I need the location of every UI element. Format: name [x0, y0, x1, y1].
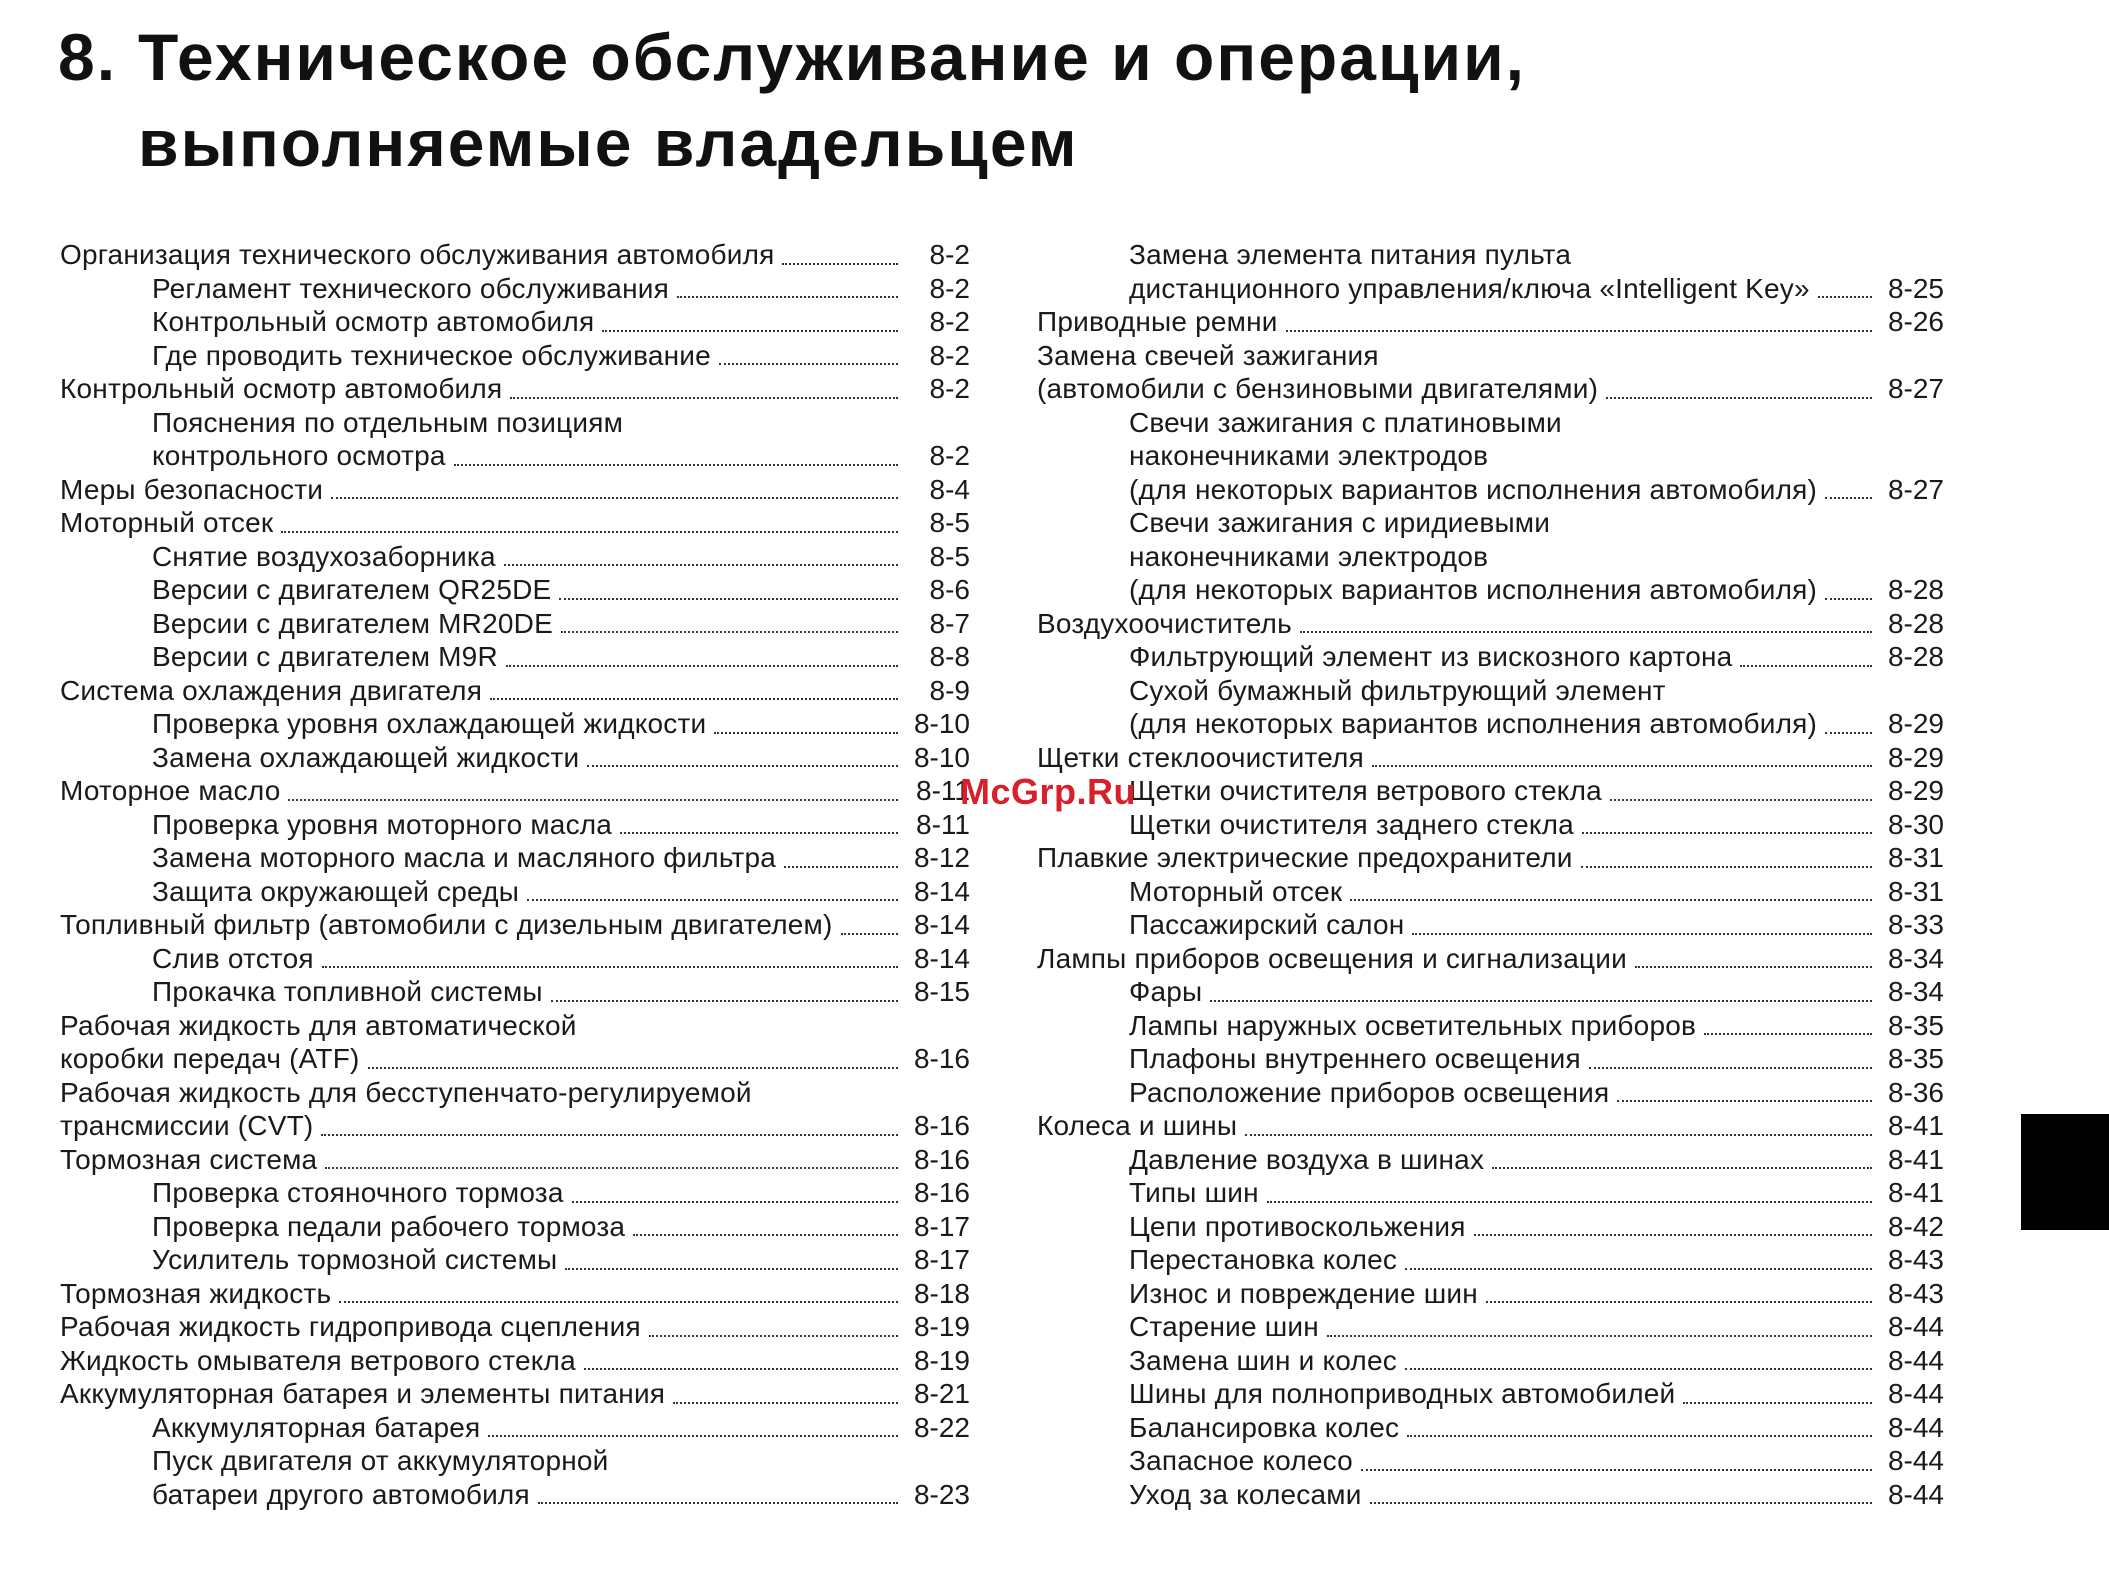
toc-entry-title: (автомобили с бензиновыми двигателями): [1037, 373, 1599, 404]
toc-leader-dots: [1581, 866, 1872, 868]
toc-entry[interactable]: [60, 272, 970, 306]
toc-entry[interactable]: [1037, 272, 1944, 306]
toc-entry-title: Балансировка колес: [1129, 1411, 1400, 1443]
toc-entry-title: Колеса и шины: [1037, 1110, 1238, 1141]
toc-entry-page: 8-28: [1887, 641, 1944, 672]
toc-entry-page: 8-23: [913, 1478, 970, 1510]
toc-entry[interactable]: [1037, 741, 1944, 775]
toc-entry-title: Версии с двигателем M9R: [152, 641, 498, 672]
toc-leader-dots: [331, 497, 898, 499]
toc-entry-page: 8-11: [916, 775, 970, 806]
toc-entry[interactable]: [1037, 406, 1944, 440]
toc-entry-title: Меры безопасности: [60, 473, 324, 505]
toc-entry[interactable]: [60, 1310, 970, 1344]
toc-leader-dots: [1825, 732, 1872, 734]
toc-leader-dots: [1610, 799, 1872, 801]
toc-entry-title: Регламент технического обслуживания: [152, 272, 669, 304]
toc-entry-title: Моторный отсек: [1129, 875, 1343, 907]
toc-entry-page: 8-29: [1887, 741, 1944, 773]
toc-leader-dots: [1486, 1301, 1872, 1303]
toc-leader-dots: [551, 1000, 898, 1002]
toc-leader-dots: [454, 464, 898, 466]
toc-entry-title: Приводные ремни: [1037, 306, 1278, 337]
toc-leader-dots: [488, 1435, 898, 1437]
toc-entry[interactable]: [1037, 1076, 1944, 1110]
toc-entry-title: Расположение приборов освещения: [1129, 1076, 1610, 1108]
toc-entry-page: 8-31: [1887, 842, 1944, 873]
toc-entry-title: Плафоны внутреннего освещения: [1129, 1043, 1581, 1074]
chapter-title-line-1: Техническое обслуживание и операции,: [138, 20, 1527, 94]
toc-entry-page: 8-18: [913, 1277, 970, 1309]
toc-entry-page: 8-7: [929, 607, 970, 639]
section-tab-marker: [2021, 1114, 2109, 1230]
toc-entry-page: 8-35: [1887, 1009, 1944, 1041]
toc-entry[interactable]: [1037, 975, 1944, 1009]
toc-entry-title: Воздухоочиститель: [1037, 607, 1292, 639]
toc-entry[interactable]: [60, 875, 970, 909]
toc-entry-title: Контрольный осмотр автомобиля: [152, 306, 595, 337]
toc-entry[interactable]: [1037, 1176, 1944, 1210]
toc-entry-title: Рабочая жидкость для бесступенчато-регулируемой: [60, 1076, 752, 1108]
toc-entry-page: 8-10: [913, 741, 970, 773]
toc-entry-title: Контрольный осмотр автомобиля: [60, 373, 503, 404]
toc-entry-page: 8-44: [1887, 1311, 1944, 1342]
toc-entry-title: Защита окружающей среды: [152, 875, 520, 907]
toc-entry-page: 8-22: [913, 1411, 970, 1443]
toc-entry-page: 8-21: [913, 1378, 970, 1409]
chapter-number: 8.: [58, 20, 118, 94]
toc-entry-title: Версии с двигателем MR20DE: [152, 607, 553, 639]
toc-leader-dots: [490, 698, 898, 700]
toc-leader-dots: [572, 1201, 898, 1203]
toc-leader-dots: [1210, 1000, 1872, 1002]
toc-entry[interactable]: [1037, 942, 1944, 976]
toc-entry-page: 8-27: [1887, 373, 1944, 404]
toc-entry-page: 8-5: [929, 540, 970, 572]
toc-leader-dots: [584, 1368, 898, 1370]
toc-leader-dots: [841, 933, 898, 935]
toc-entry-page: 8-33: [1887, 909, 1944, 940]
toc-leader-dots: [719, 363, 898, 365]
toc-leader-dots: [561, 631, 898, 633]
toc-leader-dots: [1825, 497, 1872, 499]
toc-entry[interactable]: [60, 1243, 970, 1277]
toc-entry-title: Запасное колесо: [1129, 1445, 1353, 1476]
toc-entry-page: 8-10: [913, 708, 970, 739]
toc-entry[interactable]: [60, 942, 970, 976]
toc-entry-page: 8-4: [929, 473, 970, 505]
toc-entry-page: 8-9: [929, 674, 970, 706]
toc-entry[interactable]: [60, 540, 970, 574]
toc-entry-page: 8-2: [929, 239, 970, 270]
toc-entry[interactable]: [60, 1210, 970, 1244]
toc-leader-dots: [782, 263, 898, 265]
toc-entry[interactable]: [1037, 1344, 1944, 1378]
toc-entry-title: наконечниками электродов: [1129, 540, 1489, 572]
toc-leader-dots: [587, 765, 898, 767]
toc-entry[interactable]: [1037, 1042, 1944, 1076]
toc-entry[interactable]: [1037, 707, 1944, 741]
toc-entry[interactable]: [60, 305, 970, 339]
toc-entry[interactable]: [60, 1377, 970, 1411]
toc-entry-page: 8-16: [913, 1043, 970, 1074]
toc-entry-title: Старение шин: [1129, 1311, 1319, 1342]
toc-entry-title: Проверка стояночного тормоза: [152, 1177, 564, 1208]
toc-entry-title: Рабочая жидкость для автоматической: [60, 1009, 577, 1041]
toc-entry-page: 8-26: [1887, 306, 1944, 337]
toc-leader-dots: [1407, 1435, 1872, 1437]
toc-entry-title: Щетки очистителя заднего стекла: [1129, 808, 1574, 840]
toc-entry-title: Замена шин и колес: [1129, 1344, 1397, 1376]
toc-entry-page: 8-16: [913, 1110, 970, 1141]
toc-entry-page: 8-6: [929, 574, 970, 605]
toc-entry-page: 8-17: [913, 1210, 970, 1242]
toc-entry-page: 8-34: [1887, 942, 1944, 974]
toc-leader-dots: [1300, 631, 1872, 633]
toc-leader-dots: [677, 296, 898, 298]
toc-entry[interactable]: [60, 1478, 970, 1512]
toc-entry-page: 8-19: [913, 1311, 970, 1342]
toc-entry[interactable]: [60, 707, 970, 741]
toc-entry[interactable]: [60, 439, 970, 473]
watermark-text: McGrp.Ru: [960, 771, 1137, 812]
toc-entry-title: Лампы наружных осветительных приборов: [1129, 1009, 1697, 1041]
toc-entry[interactable]: [1037, 1210, 1944, 1244]
toc-entry[interactable]: [60, 607, 970, 641]
toc-entry-title: Система охлаждения двигателя: [60, 674, 483, 706]
toc-entry-title: Пассажирский салон: [1129, 909, 1405, 940]
toc-entry[interactable]: [60, 1109, 970, 1143]
toc-entry[interactable]: [60, 1076, 970, 1110]
toc-entry-page: 8-16: [913, 1143, 970, 1175]
toc-entry-title: Слив отстоя: [152, 942, 314, 974]
toc-entry-page: 8-34: [1887, 976, 1944, 1007]
toc-entry[interactable]: [60, 1009, 970, 1043]
toc-entry[interactable]: [60, 1444, 970, 1478]
toc-leader-dots: [1474, 1234, 1872, 1236]
toc-leader-dots: [538, 1502, 898, 1504]
toc-entry-page: 8-44: [1887, 1478, 1944, 1510]
toc-entry-title: Фильтрующий элемент из вискозного картона: [1129, 641, 1733, 672]
toc-leader-dots: [1350, 899, 1872, 901]
toc-entry[interactable]: [1037, 841, 1944, 875]
toc-entry-title: Организация технического обслуживания автомобиля: [60, 239, 775, 270]
toc-entry-page: 8-41: [1887, 1177, 1944, 1208]
toc-entry-title: Проверка уровня охлаждающей жидкости: [152, 708, 707, 739]
toc-entry[interactable]: [60, 238, 970, 272]
toc-entry[interactable]: [1037, 1277, 1944, 1311]
toc-entry-page: 8-44: [1887, 1445, 1944, 1476]
toc-entry-page: 8-42: [1887, 1210, 1944, 1242]
toc-entry[interactable]: [60, 841, 970, 875]
toc-leader-dots: [1370, 1502, 1872, 1504]
toc-leader-dots: [1606, 397, 1872, 399]
toc-entry-page: 8-25: [1887, 272, 1944, 304]
toc-entry-title: Снятие воздухозаборника: [152, 540, 496, 572]
toc-entry[interactable]: [1037, 1143, 1944, 1177]
toc-entry[interactable]: [1037, 1478, 1944, 1512]
toc-entry-page: 8-43: [1887, 1277, 1944, 1309]
toc-entry[interactable]: [1037, 1411, 1944, 1445]
toc-entry-title: Перестановка колес: [1129, 1244, 1398, 1275]
toc-entry-title: Моторный отсек: [60, 507, 274, 538]
toc-leader-dots: [1825, 598, 1872, 600]
toc-entry-title: Тормозная жидкость: [60, 1277, 332, 1309]
toc-entry[interactable]: [60, 1176, 970, 1210]
toc-leader-dots: [673, 1402, 898, 1404]
toc-entry-title: Где проводить техническое обслуживание: [152, 339, 711, 371]
toc-entry[interactable]: [60, 1277, 970, 1311]
toc-entry-page: 8-44: [1887, 1411, 1944, 1443]
toc-entry-title: Замена охлаждающей жидкости: [152, 741, 580, 773]
toc-entry[interactable]: [60, 975, 970, 1009]
toc-entry[interactable]: [60, 674, 970, 708]
toc-entry[interactable]: [1037, 674, 1944, 708]
toc-entry-page: 8-19: [913, 1344, 970, 1376]
toc-entry-title: Проверка уровня моторного масла: [152, 808, 613, 840]
toc-entry[interactable]: [60, 506, 970, 540]
toc-entry[interactable]: [1037, 607, 1944, 641]
toc-entry-page: 8-41: [1887, 1110, 1944, 1141]
toc-entry-title: (для некоторых вариантов исполнения автомобиля): [1129, 708, 1817, 739]
toc-leader-dots: [1405, 1368, 1872, 1370]
toc-leader-dots: [288, 799, 898, 801]
toc-entry[interactable]: [1037, 1243, 1944, 1277]
toc-entry-title: Фары: [1129, 976, 1203, 1007]
toc-entry-page: 8-27: [1887, 473, 1944, 505]
toc-leader-dots: [1683, 1402, 1872, 1404]
toc-leader-dots: [325, 1167, 898, 1169]
toc-entry-page: 8-30: [1887, 808, 1944, 840]
toc-entry-title: батареи другого автомобиля: [152, 1478, 530, 1510]
toc-entry[interactable]: [60, 339, 970, 373]
toc-leader-dots: [620, 832, 898, 834]
toc-leader-dots: [321, 1134, 898, 1136]
toc-entry-title: наконечниками электродов: [1129, 440, 1489, 471]
toc-entry-title: Тормозная система: [60, 1143, 318, 1175]
toc-entry[interactable]: [1037, 339, 1944, 373]
toc-entry-page: 8-16: [913, 1177, 970, 1208]
toc-entry-title: Пуск двигателя от аккумуляторной: [152, 1445, 609, 1476]
toc-entry-title: дистанционного управления/ключа «Intelligent Key»: [1129, 272, 1810, 304]
toc-entry-page: 8-36: [1887, 1076, 1944, 1108]
toc-entry-title: Версии с двигателем QR25DE: [152, 574, 552, 605]
toc-leader-dots: [1405, 1268, 1872, 1270]
toc-entry-page: 8-5: [929, 507, 970, 538]
toc-leader-dots: [784, 866, 898, 868]
toc-entry[interactable]: [1037, 1109, 1944, 1143]
toc-entry[interactable]: [1037, 473, 1944, 507]
toc-entry-title: Сухой бумажный фильтрующий элемент: [1129, 674, 1666, 706]
toc-entry-title: Аккумуляторная батарея и элементы питания: [60, 1378, 666, 1409]
toc-entry[interactable]: [60, 1042, 970, 1076]
toc-entry[interactable]: [1037, 875, 1944, 909]
toc-entry-page: 8-14: [913, 909, 970, 940]
toc-entry[interactable]: [1037, 439, 1944, 473]
toc-leader-dots: [1327, 1335, 1872, 1337]
toc-leader-dots: [602, 330, 898, 332]
toc-entry-page: 8-2: [929, 339, 970, 371]
toc-entry-title: Свечи зажигания с платиновыми: [1129, 406, 1562, 438]
toc-entry[interactable]: [1037, 305, 1944, 339]
toc-entry[interactable]: [1037, 238, 1944, 272]
toc-leader-dots: [527, 899, 898, 901]
toc-entry-page: 8-35: [1887, 1043, 1944, 1074]
toc-entry-title: Усилитель тормозной системы: [152, 1244, 558, 1275]
chapter-heading: [58, 14, 1618, 186]
toc-entry-title: (для некоторых вариантов исполнения автомобиля): [1129, 473, 1817, 505]
chapter-title-line-2: выполняемые владельцем: [138, 106, 1079, 180]
toc-entry[interactable]: [60, 808, 970, 842]
toc-entry-page: 8-43: [1887, 1244, 1944, 1275]
toc-entry[interactable]: [60, 908, 970, 942]
toc-entry-page: 8-28: [1887, 574, 1944, 605]
toc-leader-dots: [368, 1067, 898, 1069]
toc-leader-dots: [559, 598, 898, 600]
toc-leader-dots: [1704, 1033, 1872, 1035]
toc-entry-page: 8-15: [913, 976, 970, 1007]
toc-leader-dots: [1245, 1134, 1872, 1136]
toc-entry-title: трансмиссии (CVT): [60, 1110, 314, 1141]
toc-entry-title: Проверка педали рабочего тормоза: [152, 1210, 626, 1242]
toc-entry-title: Шины для полноприводных автомобилей: [1129, 1378, 1676, 1409]
toc-leader-dots: [1589, 1067, 1872, 1069]
toc-leader-dots: [565, 1268, 898, 1270]
toc-entry[interactable]: [60, 640, 970, 674]
toc-leader-dots: [510, 397, 898, 399]
toc-entry[interactable]: [1037, 808, 1944, 842]
toc-entry[interactable]: [1037, 540, 1944, 574]
toc-leader-dots: [1818, 296, 1872, 298]
toc-entry-page: 8-17: [913, 1244, 970, 1275]
toc-leader-dots: [322, 966, 898, 968]
toc-entry-title: Типы шин: [1129, 1177, 1259, 1208]
toc-entry-page: 8-44: [1887, 1378, 1944, 1409]
toc-entry[interactable]: [60, 473, 970, 507]
toc-leader-dots: [339, 1301, 898, 1303]
toc-entry-page: 8-12: [913, 842, 970, 873]
toc-entry[interactable]: [60, 1411, 970, 1445]
toc-entry[interactable]: [1037, 372, 1944, 406]
toc-entry[interactable]: [60, 372, 970, 406]
toc-leader-dots: [1740, 665, 1872, 667]
toc-entry-page: 8-44: [1887, 1344, 1944, 1376]
toc-entry-page: 8-8: [929, 641, 970, 672]
toc-entry-title: Износ и повреждение шин: [1129, 1277, 1478, 1309]
toc-leader-dots: [649, 1335, 898, 1337]
toc-entry[interactable]: [60, 1143, 970, 1177]
toc-leader-dots: [1635, 966, 1872, 968]
toc-entry-title: Замена свечей зажигания: [1037, 339, 1379, 371]
toc-right-column: [1037, 238, 1944, 1511]
toc-entry-title: Топливный фильтр (автомобили с дизельным двигателем): [60, 909, 833, 940]
toc-entry-page: 8-14: [913, 875, 970, 907]
toc-entry[interactable]: [1037, 506, 1944, 540]
toc-entry[interactable]: [1037, 774, 1944, 808]
toc-entry-title: Давление воздуха в шинах: [1129, 1143, 1485, 1175]
toc-leader-dots: [1492, 1167, 1872, 1169]
toc-leader-dots: [1412, 933, 1872, 935]
toc-entry[interactable]: [60, 774, 970, 808]
toc-entry-page: 8-2: [929, 272, 970, 304]
toc-entry-title: Свечи зажигания с иридиевыми: [1129, 507, 1551, 538]
toc-entry[interactable]: [60, 741, 970, 775]
toc-leader-dots: [504, 564, 898, 566]
toc-entry-page: 8-11: [916, 808, 970, 840]
toc-entry-title: коробки передач (ATF): [60, 1043, 360, 1074]
toc-entry-title: Прокачка топливной системы: [152, 976, 543, 1007]
toc-leader-dots: [281, 531, 898, 533]
toc-entry-title: Пояснения по отдельным позициям: [152, 406, 624, 438]
toc-leader-dots: [1286, 330, 1872, 332]
toc-entry[interactable]: [1037, 640, 1944, 674]
toc-entry[interactable]: [1037, 1444, 1944, 1478]
toc-entry-page: 8-14: [913, 942, 970, 974]
toc-entry-page: 8-28: [1887, 607, 1944, 639]
toc-leader-dots: [633, 1234, 898, 1236]
toc-entry[interactable]: [60, 1344, 970, 1378]
toc-leader-dots: [506, 665, 898, 667]
toc-leader-dots: [1267, 1201, 1872, 1203]
toc-leader-dots: [714, 732, 898, 734]
toc-entry-title: Уход за колесами: [1129, 1478, 1362, 1510]
toc-entry-page: 8-29: [1887, 775, 1944, 806]
toc-entry[interactable]: [1037, 1009, 1944, 1043]
toc-entry[interactable]: [60, 406, 970, 440]
toc-entry-title: (для некоторых вариантов исполнения автомобиля): [1129, 574, 1817, 605]
toc-entry-title: Аккумуляторная батарея: [152, 1411, 481, 1443]
toc-entry-page: 8-2: [929, 306, 970, 337]
toc-leader-dots: [1582, 832, 1872, 834]
toc-entry-page: 8-2: [929, 373, 970, 404]
toc-entry-title: Лампы приборов освещения и сигнализации: [1037, 942, 1627, 974]
toc-entry[interactable]: [1037, 1310, 1944, 1344]
toc-leader-dots: [1617, 1100, 1872, 1102]
toc-entry-title: Щетки стеклоочистителя: [1037, 741, 1364, 773]
toc-entry-title: Щетки очистителя ветрового стекла: [1129, 775, 1602, 806]
toc-entry[interactable]: [1037, 1377, 1944, 1411]
toc-entry[interactable]: [60, 573, 970, 607]
toc-entry-page: 8-2: [929, 440, 970, 471]
toc-entry-page: 8-31: [1887, 875, 1944, 907]
toc-entry-title: Моторное масло: [60, 775, 281, 806]
toc-entry[interactable]: [1037, 573, 1944, 607]
toc-entry-page: 8-29: [1887, 708, 1944, 739]
toc-entry-title: Жидкость омывателя ветрового стекла: [60, 1344, 576, 1376]
toc-entry-title: контрольного осмотра: [152, 440, 446, 471]
toc-leader-dots: [1372, 765, 1872, 767]
toc-entry-page: 8-41: [1887, 1143, 1944, 1175]
toc-entry-title: Замена моторного масла и масляного фильтра: [152, 842, 776, 873]
toc-leader-dots: [1361, 1469, 1872, 1471]
toc-entry-title: Замена элемента питания пульта: [1129, 239, 1572, 270]
toc-entry-title: Плавкие электрические предохранители: [1037, 842, 1573, 873]
toc-left-column: [60, 238, 970, 1511]
toc-entry-title: Рабочая жидкость гидропривода сцепления: [60, 1311, 641, 1342]
toc-entry[interactable]: [1037, 908, 1944, 942]
toc-entry-title: Цепи противоскольжения: [1129, 1210, 1466, 1242]
